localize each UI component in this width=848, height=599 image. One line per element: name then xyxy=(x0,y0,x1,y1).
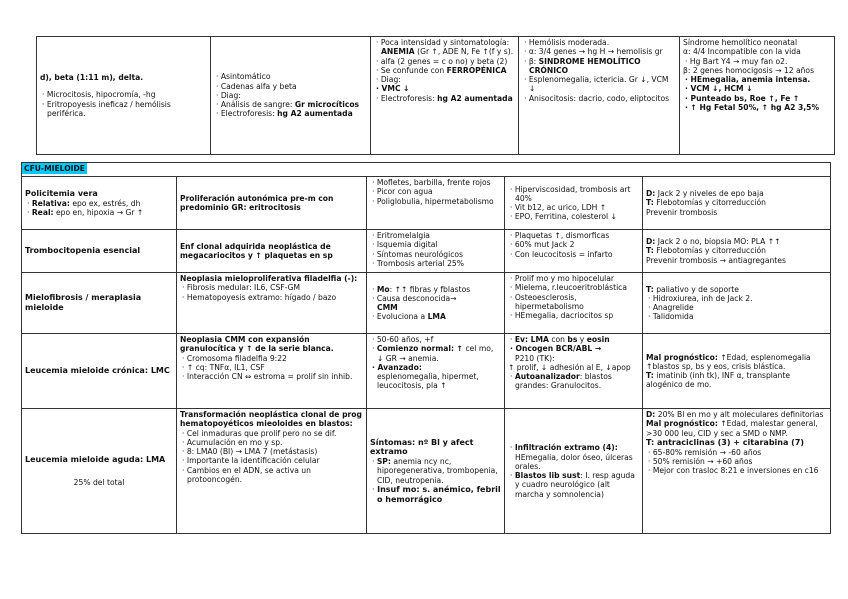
text: Gr microcíticos xyxy=(294,100,360,110)
lmc-c4-item xyxy=(515,372,639,391)
te-c4-item: · Con leucocitosis = infarto xyxy=(515,250,639,259)
lma-c3-sint: Síntomas: nº Bl y afect extramo xyxy=(370,437,474,457)
text: y xyxy=(577,335,587,344)
lmc-c3-item xyxy=(377,344,501,363)
text: D: xyxy=(646,237,656,247)
lmc-c3 xyxy=(367,334,505,409)
top-c1-item: · Eritropoyesis ineficaz / hemólisis periférica. xyxy=(47,100,207,119)
text: 20% Bl en mo y alt moleculares definitorias xyxy=(655,410,824,419)
text: epo ex, estrés, dh xyxy=(69,198,141,208)
te-c5 xyxy=(643,230,831,273)
text: Evoluciona a xyxy=(376,312,428,322)
lma-c5-d xyxy=(646,410,827,419)
top-c4-line xyxy=(529,57,676,76)
mf-desc-item: · Fibrosis medular: IL6, CSF-GM xyxy=(187,283,363,292)
section-header: CFU-MIELOIDE xyxy=(24,164,85,173)
lmc-desc-item: · Interacción CN ⇔ estroma = prolif sin inhib. xyxy=(187,372,363,381)
text: Blastos lib sust xyxy=(514,471,581,480)
te-c4 xyxy=(505,230,643,273)
mf-c5-item: · Hidroxiurea, inh de Jack 2. xyxy=(653,294,827,303)
lma-c4-item xyxy=(515,471,639,499)
mf-c3-item: · Causa desconocida→ xyxy=(377,294,501,303)
text: hg A2 aumentada xyxy=(437,93,513,103)
lma-c3-item xyxy=(377,457,501,485)
text: SINDROME HEMOLÍTICO CRÓNICO xyxy=(529,56,641,75)
te-c4-item: · Plaquetas ↑, dismorficas xyxy=(515,231,639,240)
lma-c4 xyxy=(505,409,643,534)
lma-name: Leucemia mieloide aguda: LMA xyxy=(25,454,166,464)
text: cel mo, ↓ GR → anemia. xyxy=(377,344,494,363)
lmc-c5 xyxy=(643,334,831,409)
mf-desc-item: · Hematopoyesis extramo: hígado / bazo xyxy=(187,293,363,302)
top-c2-line xyxy=(221,109,367,118)
top-c1-title: d), beta (1:11 m), delta. xyxy=(40,73,144,82)
mf-desc: Neoplasia mieloproliferativa filadelfia (-): xyxy=(180,274,358,283)
mf-c5 xyxy=(643,273,831,334)
text: Infiltración extramo (4): xyxy=(514,443,618,453)
mf-c4-item: · Prolif mo y mo hipocelular xyxy=(515,274,639,283)
lmc-name: Leucemia mieloide crónica: LMC xyxy=(22,334,177,409)
text: HEmegalia, dolor óseo, úlceras orales. xyxy=(515,452,633,471)
top-c4-line: · Hemólisis moderada. xyxy=(529,38,676,47)
text: Autoanalizador xyxy=(514,372,580,381)
lma-desc: Transformación neoplástica clonal de prog hematopoyéticos mieoloides en blastos: xyxy=(180,410,362,429)
pv-c3-item: · Picor con agua xyxy=(377,187,501,196)
top-c5-line: · HEmegalia, anemia intensa. xyxy=(690,75,831,84)
mf-c4-item: · HEmegalia, dacriocitos sp xyxy=(515,311,639,320)
te-c5-t xyxy=(646,246,827,255)
text: eosin xyxy=(586,335,610,344)
lmc-c3-avz: esplenomegalia, hipermet, leucocitosis, pla ↑ xyxy=(377,372,479,391)
lma-c5-mal xyxy=(646,419,827,438)
top-cell-4 xyxy=(519,37,680,155)
mf-c3-cmm: CMM xyxy=(377,303,398,312)
text: Poca intensidad y sintomatología: xyxy=(380,38,510,47)
lmc-c3-item: · Avanzado: xyxy=(377,363,501,372)
mf-c4 xyxy=(505,273,643,334)
text: s. anémico, febril o hemorrágico xyxy=(377,484,501,504)
top-c3-line: · VMC ↓ xyxy=(381,84,515,93)
lma-c5-item: · 65-80% remisión → -60 años xyxy=(653,448,827,457)
top-c2-line: · Cadenas alfa y beta xyxy=(221,82,367,91)
te-c3-item: · Síntomas neurológicos xyxy=(377,250,501,259)
pv-c4-item: · EPO, Ferritina, colesterol ↓ xyxy=(515,212,639,221)
te-c3-item: · Isquemia digital xyxy=(377,240,501,249)
text: T: xyxy=(646,198,654,208)
top-cell-5 xyxy=(680,37,835,155)
lmc-desc-cell xyxy=(177,334,367,409)
text: Mal prognóstico: xyxy=(646,352,718,362)
mf-name: Mielofibrosis / meraplasia mieloide xyxy=(22,273,177,334)
text: LMA xyxy=(427,312,446,322)
pv-name-cell xyxy=(22,177,177,230)
text: epo en, hipoxia → Gr ↑ xyxy=(53,207,144,217)
text: Se confunde con xyxy=(380,65,447,75)
pv-real xyxy=(32,208,173,217)
text: : blastos grandes: Granulocitos. xyxy=(515,372,612,391)
te-c4-item: · 60% mut Jack 2 xyxy=(515,240,639,249)
mf-c5-item: · Talidomida xyxy=(653,312,827,321)
text: SP: xyxy=(376,457,391,467)
mf-c3-item xyxy=(377,285,501,294)
text: Mal prognóstico: xyxy=(646,419,718,429)
text: Comienzo normal: ↑ xyxy=(376,344,464,354)
top-c4-line: · Anisocitosis: dacrio, codo, eliptocitos xyxy=(529,94,676,103)
text: paliativo y de soporte xyxy=(653,284,739,294)
lma-c5-item: · Mejor con trasloc 8:21 e inversiones en c16 xyxy=(653,466,827,475)
text: FERROPÉNICA xyxy=(446,65,507,75)
text: Jack 2 y niveles de epo baja xyxy=(655,189,764,199)
pv-c3-item: · Poliglobulia, hipermetabolismo xyxy=(377,197,501,206)
pv-desc: Proliferación autonómica pre-m con predominio GR: eritrocitosis xyxy=(177,177,367,230)
lma-desc-cell xyxy=(177,409,367,534)
text: D: xyxy=(646,410,656,419)
pv-c4-item: · Vit b12, ac urico, LDH ↑ xyxy=(515,203,639,212)
lmc-c5-mal xyxy=(646,353,827,362)
top-cell-1 xyxy=(37,37,211,155)
pv-c5-d xyxy=(646,189,827,198)
cfu-mieloide-table xyxy=(21,162,831,534)
top-c3-line xyxy=(381,38,515,57)
pv-c5-e: Prevenir trombosis xyxy=(646,207,718,217)
text: Flebotomías y citorreducción xyxy=(653,246,766,256)
text: con xyxy=(548,335,568,344)
lma-desc-item: · Cel inmaduras que prolif pero no se dif. xyxy=(187,429,363,438)
lma-c5 xyxy=(643,409,831,534)
section-header-cell xyxy=(22,163,831,177)
text: T: xyxy=(646,284,654,294)
te-c3-item: · Eritromelalgia xyxy=(377,231,501,240)
text: hg A2 aumentada xyxy=(277,109,353,119)
thalassemia-table xyxy=(36,36,835,155)
pv-relativa xyxy=(32,199,173,208)
lmc-c5-blastos: ↑blastos sp, bs y eos, crisis blástica. xyxy=(646,361,786,371)
mf-c4-item: · Mielema, r.leucoeritroblástica xyxy=(515,283,639,292)
top-c2-line: · Diag: xyxy=(221,91,367,100)
text: Mo xyxy=(376,284,390,294)
lmc-desc: Neoplasia CMM con expansión granulocítica y ↑ de la serie blanca. xyxy=(180,335,334,354)
lmc-c5-t xyxy=(646,371,827,390)
top-cell-3 xyxy=(371,37,519,155)
text: imatinib (inh tk), INF α, transplante alogénico de mo. xyxy=(646,371,791,390)
lmc-desc-item: · Cromosoma filadelfia 9:22 xyxy=(187,354,363,363)
text: Análisis de sangre: xyxy=(220,100,295,110)
lma-desc-item: · 8: LMA0 (BI) → LMA 7 (metástasis) xyxy=(187,447,363,456)
top-c4-line: · α: 3/4 genes → hg H → hemolisis gr xyxy=(529,47,676,56)
pv-c4 xyxy=(505,177,643,230)
text: Relativa: xyxy=(31,198,70,208)
te-name: Trombocitopenia esencial xyxy=(22,230,177,273)
top-c2-line: · Asintomático xyxy=(221,72,367,81)
top-c3-line: · Diag: xyxy=(381,75,515,84)
pv-name: Policitemia vera xyxy=(25,188,98,198)
mf-c4-item: · Osteoesclerosis, hipermetabolismo xyxy=(515,293,639,312)
lma-desc-item: · Importante la identificación celular xyxy=(187,456,363,465)
lma-pct: 25% del total xyxy=(73,478,125,488)
mf-c5-t xyxy=(646,285,827,294)
text: ↑Edad, esplenomegalia xyxy=(717,352,811,362)
te-c5-e: Prevenir trombosis → antiagregantes xyxy=(646,255,786,265)
mf-desc-cell xyxy=(177,273,367,334)
te-c3 xyxy=(367,230,505,273)
lma-desc-item: · Acumulación en mo y sp. xyxy=(187,438,363,447)
text: T: xyxy=(646,371,654,380)
top-c5-line: Síndrome hemolítico neonatal xyxy=(683,38,798,47)
lma-c3-item xyxy=(377,485,501,505)
text: ↑Edad, malestar general, >30 000 leu, CID y sec a SMD o NMP. xyxy=(646,419,818,438)
top-c5-line: α: 4/4 Incompatible con la vida xyxy=(683,47,801,57)
lma-name-cell xyxy=(22,409,177,534)
text: ANEMIA xyxy=(381,47,415,57)
text: Insuf mo: xyxy=(377,484,420,494)
top-c5-line: · VCM ↓, HCM ↓ xyxy=(690,84,831,93)
top-c2-line xyxy=(221,100,367,109)
lma-c4-item xyxy=(515,443,639,471)
text: Flebotomías y citorreducción xyxy=(653,198,766,208)
top-c5-line: β: 2 genes homocigosis → 12 años xyxy=(683,65,815,75)
lmc-c4-item: · Oncogen BCR/ABL → xyxy=(515,344,639,353)
lmc-c4-prolif: ↑ prolif, ↓ adhesión al E, ↓apop xyxy=(508,362,631,372)
lma-desc-item: · Cambios en el ADN, se activa un protooncogén. xyxy=(187,466,363,485)
text: D: xyxy=(646,189,656,199)
text: : ↑↑ fibras y fblastos xyxy=(389,284,471,294)
mf-c3 xyxy=(367,273,505,334)
text: Electroforesis: xyxy=(380,93,438,103)
lmc-c4-p210: P210 (TK): xyxy=(515,353,555,363)
top-c5-line: · Hg Bart Y4 → muy fan o2. xyxy=(690,57,831,66)
top-c3-line xyxy=(381,94,515,103)
top-c3-line xyxy=(381,66,515,75)
pv-c3-item: · Mofletes, barbilla, frente rojos xyxy=(377,178,501,187)
text: Real: xyxy=(31,207,54,217)
lmc-c4 xyxy=(505,334,643,409)
mf-c5-item: · Anagrelide xyxy=(653,303,827,312)
text: : I. resp aguda y cuadro neurológico (alt marcha y somnolencia) xyxy=(515,471,635,499)
text: Electroforesis: xyxy=(220,109,278,119)
pv-c5 xyxy=(643,177,831,230)
top-c5-line: · Punteado bs, Roe ↑, Fe ↑ xyxy=(690,94,831,103)
text: Ev: xyxy=(514,335,531,344)
text: β: xyxy=(528,56,539,66)
top-c3-line: · alfa (2 genes = c o no) y beta (2) xyxy=(381,57,515,66)
pv-c5-t xyxy=(646,198,827,207)
lma-c5-t: T: antraciclinas (3) + citarabina (7) xyxy=(646,437,805,447)
top-c5-line: · ↑ Hg Fetal 50%, ↑ hg A2 3,5% xyxy=(690,103,831,112)
text: bs xyxy=(567,335,578,344)
text: (Gr ↑, ADE N, Fe ↑(f y s). xyxy=(414,47,514,57)
lmc-desc-item: · ↑ cq: TNFα, IL1, CSF xyxy=(187,363,363,372)
top-c1-item: · Microcitosis, hipocromía, -hg xyxy=(47,90,207,99)
lma-c3 xyxy=(367,409,505,534)
te-c5-d xyxy=(646,237,827,246)
top-c4-line: · Esplenomegalia, ictericia. Gr ↓, VCM ↓ xyxy=(529,75,676,94)
pv-c3 xyxy=(367,177,505,230)
top-cell-2 xyxy=(211,37,371,155)
text: anemia ncy nc, hiporegenerativa, trombopenia, CID, neutropenia. xyxy=(377,457,498,485)
lmc-c4-item xyxy=(515,335,639,344)
te-desc: Enf clonal adquirida neoplástica de megacariocitos y ↑ plaquetas en sp xyxy=(177,230,367,273)
lmc-c3-item: · 50-60 años, +f xyxy=(377,335,501,344)
pv-c4-item: · Hiperviscosidad, trombosis art 40% xyxy=(515,185,639,204)
lma-c5-item: · 50% remisión → +60 años xyxy=(653,457,827,466)
te-c3-item: · Trombosis arterial 25% xyxy=(377,259,501,268)
mf-c3-item xyxy=(377,312,501,321)
text: T: xyxy=(646,246,654,256)
text: LMA xyxy=(530,335,549,344)
text: Jack 2 o no, biopsia MO: PLA ↑↑ xyxy=(655,237,781,247)
